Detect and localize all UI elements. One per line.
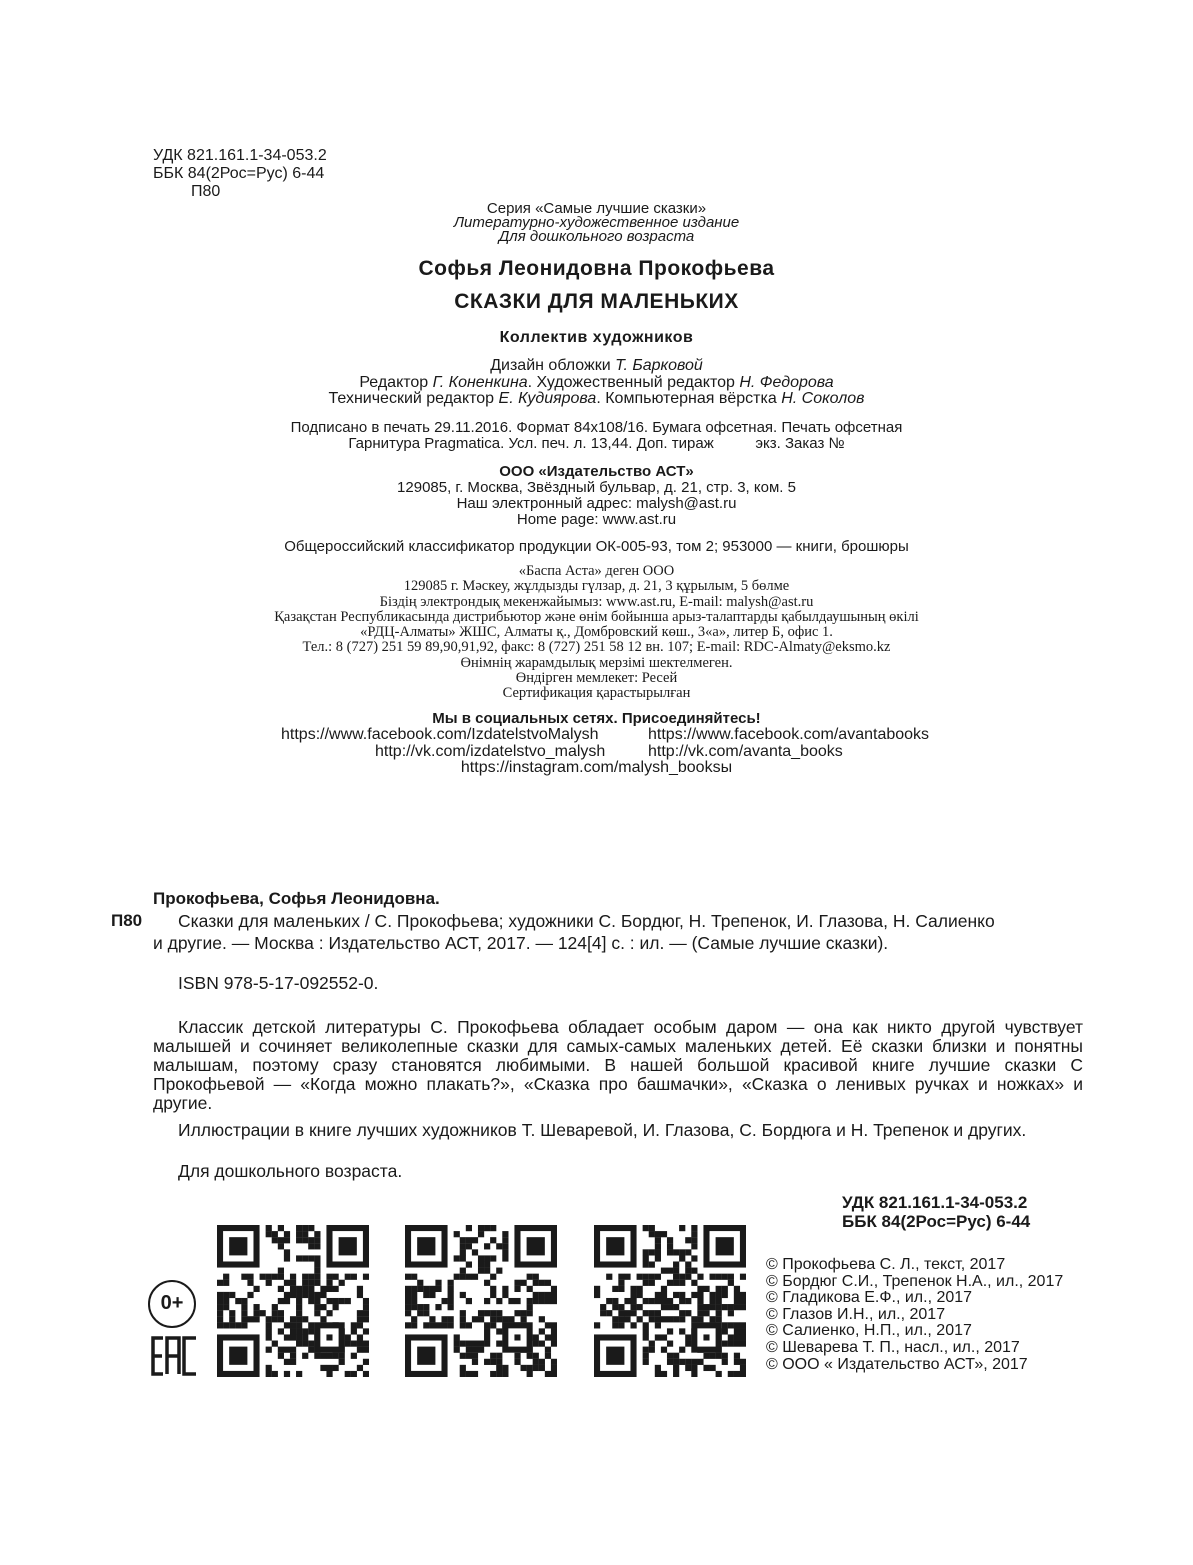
publisher-name: ООО «Издательство АСТ» xyxy=(499,463,694,480)
copyright-line: © Глазов И.Н., ил., 2017 xyxy=(766,1305,946,1323)
print-info-line2: Гарнитура Pragmatica. Усл. печ. л. 13,44. Доп. тираж экз. Заказ № xyxy=(348,435,845,452)
kazakh-line: Сертификация қарастырылған xyxy=(502,685,691,702)
tech-credit: Технический редактор Е. Кудиярова. Компьютерная вёрстка Н. Соколов xyxy=(328,390,865,407)
print-info-line1: Подписано в печать 29.11.2016. Формат 84x108/16. Бумага офсетная. Печать офсетная xyxy=(290,419,903,436)
kazakh-line: Біздің электрондық мекенжайымыз: www.ast.ru, E-mail: malysh@ast.ru xyxy=(379,593,814,610)
qr-code-3[interactable] xyxy=(594,1225,746,1377)
cover-credit: Дизайн обложки Т. Барковой xyxy=(490,357,703,374)
catalog-age-note: Для дошкольного возраста. xyxy=(178,1161,403,1181)
copyright-line: © Шеварева Т. П., насл., ил., 2017 xyxy=(766,1338,1020,1356)
link-vk-avanta[interactable]: http://vk.com/avanta_books xyxy=(648,743,843,760)
top-author-code: П80 xyxy=(191,183,221,200)
kazakh-line: «РДЦ-Алматы» ЖШС, Алматы қ., Домбровский көш., 3«а», литер Б, офис 1. xyxy=(360,624,833,641)
catalog-isbn: ISBN 978-5-17-092552-0. xyxy=(178,973,379,993)
kazakh-line: Қазақстан Республикасында дистрибьютор және өнім бойынша арыз-талаптарды қабылдаушының өкілі xyxy=(274,608,919,625)
copyright-line: © Бордюг С.И., Трепенок Н.А., ил., 2017 xyxy=(766,1272,1064,1290)
copyright-line: © Салиенко, Н.П., ил., 2017 xyxy=(766,1322,972,1340)
kazakh-line: Өнімнің жарамдылық мерзімі шектелмеген. xyxy=(460,654,733,671)
social-heading: Мы в социальных сетях. Присоединяйтесь! xyxy=(432,710,761,727)
publisher-homepage: Home page: www.ast.ru xyxy=(516,511,677,528)
top-bbk: ББК 84(2Рос=Рус) 6-44 xyxy=(153,165,325,182)
catalog-illustrations: Иллюстрации в книге лучших художников Т. Шеваревой, И. Глазова, С. Бордюга и Н. Трепенок и других. xyxy=(178,1120,1027,1140)
age-rating-badge: 0+ xyxy=(148,1280,196,1328)
copyright-line: © Гладикова Е.Ф., ил., 2017 xyxy=(766,1289,973,1307)
qr-code-1[interactable] xyxy=(217,1225,369,1377)
link-vk-malysh[interactable]: http://vk.com/izdatelstvo_malysh xyxy=(375,743,606,760)
product-classifier: Общероссийский классификатор продукции ОК-005-93, том 2; 953000 — книги, брошюры xyxy=(284,538,909,555)
kazakh-info xyxy=(0,564,1193,702)
publisher-address: 129085, г. Москва, Звёздный бульвар, д. 21, стр. 3, ком. 5 xyxy=(397,479,796,496)
book-title: СКАЗКИ ДЛЯ МАЛЕНЬКИХ xyxy=(454,290,739,313)
qr-code-2[interactable] xyxy=(405,1225,557,1377)
publisher-email: Наш электронный адрес: malysh@ast.ru xyxy=(456,495,737,512)
kazakh-line: 129085 г. Мәскеу, жұлдызды гүлзар, д. 21, 3 құрылым, 5 бөлме xyxy=(403,578,790,595)
series-line: Серия «Самые лучшие сказки» xyxy=(486,200,707,217)
author-name: Софья Леонидовна Прокофьева xyxy=(418,257,775,280)
eac-text: EAC xyxy=(151,1336,154,1337)
bottom-udk: УДК 821.161.1-34-053.2 xyxy=(842,1193,1028,1212)
catalog-desc-line2: и другие. — Москва : Издательство АСТ, 2017. — 124[4] с. : ил. — (Самые лучшие сказки). xyxy=(153,933,889,953)
eac-mark xyxy=(151,1336,199,1376)
kazakh-line: «Баспа Аста» деген ООО xyxy=(518,563,675,579)
kazakh-line: Өндірген мемлекет: Ресей xyxy=(515,670,678,687)
copyright-line: © Прокофьева С. Л., текст, 2017 xyxy=(766,1256,1006,1273)
illustrators-line: Коллектив художников xyxy=(499,329,694,346)
top-udk: УДК 821.161.1-34-053.2 xyxy=(153,147,327,164)
catalog-annotation: Классик детской литературы С. Прокофьева обладает особым даром — она как никто другой чувствует малышей и сочиняет великолепные сказки для самых-самых маленьких детей. Её сказки близки и понятны малышам, поэтому сразу становятся любимыми. В нашей большой красивой книге лучшие сказки С Прокофьевой — «Когда можно плакать?», «Сказка про башмачки», «Сказка о ленивых ручках и ножках» и другие. xyxy=(153,1017,1083,1113)
age-group: Для дошкольного возраста xyxy=(498,228,695,245)
edition-type: Литературно-художественное издание xyxy=(453,214,740,231)
copyright-line: © ООО « Издательство АСТ», 2017 xyxy=(766,1355,1028,1373)
editors-credit: Редактор Г. Коненкина. Художественный редактор Н. Федорова xyxy=(359,374,834,391)
bottom-bbk: ББК 84(2Рос=Рус) 6-44 xyxy=(842,1212,1031,1231)
catalog-author: Прокофьева, Софья Леонидовна. xyxy=(153,889,440,908)
catalog-code: П80 xyxy=(111,911,143,930)
link-fb-malysh[interactable]: https://www.facebook.com/IzdatelstvoMalysh xyxy=(281,726,599,743)
copyright-list xyxy=(766,1257,1063,1373)
link-instagram[interactable]: https://instagram.com/malysh_booksы xyxy=(460,759,733,776)
kazakh-line: Тел.: 8 (727) 251 59 89,90,91,92, факс: 8 (727) 251 58 12 вн. 107; E-mail: RDC-Almaty@eksmo.kz xyxy=(302,639,891,656)
link-fb-avanta[interactable]: https://www.facebook.com/avantabooks xyxy=(648,726,930,743)
catalog-desc-line1: Сказки для маленьких / С. Прокофьева; художники С. Бордюг, Н. Трепенок, И. Глазова, Н. Салиенко xyxy=(178,911,995,931)
